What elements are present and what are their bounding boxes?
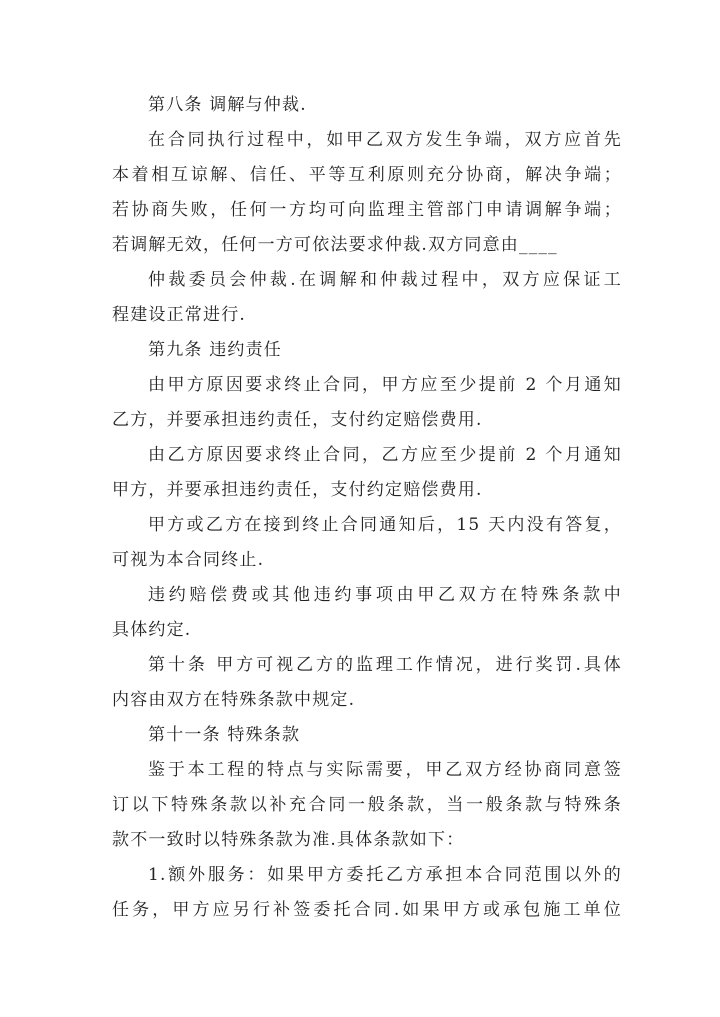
text-line: 具体约定. xyxy=(112,620,192,640)
text-line: 第九条 违约责任 xyxy=(148,340,283,360)
text-line: 仲裁委员会仲裁.在调解和仲裁过程中，双方应保证工 xyxy=(148,270,622,290)
text-line: 若协商失败，任何一方均可向监理主管部门申请调解争端； xyxy=(112,200,622,220)
text-line: 订以下特殊条款以补充合同一般条款，当一般条款与特殊条 xyxy=(112,795,622,815)
text-line: 由甲方原因要求终止合同，甲方应至少提前 2 个月通知 xyxy=(148,375,622,395)
text-line: 在合同执行过程中，如甲乙双方发生争端，双方应首先 xyxy=(148,130,622,150)
text-line: 1.额外服务：如果甲方委托乙方承担本合同范围以外的 xyxy=(148,865,622,885)
text-line: 第十条 甲方可视乙方的监理工作情况，进行奖罚.具体 xyxy=(148,655,622,675)
text-line: 第十一条 特殊条款 xyxy=(148,725,301,745)
text-line: 内容由双方在特殊条款中规定. xyxy=(112,690,356,710)
text-line: 若调解无效，任何一方可依法要求仲裁.双方同意由____ xyxy=(112,235,558,255)
text-line: 由乙方原因要求终止合同，乙方应至少提前 2 个月通知 xyxy=(148,445,622,465)
text-line: 款不一致时以特殊条款为准.具体条款如下： xyxy=(112,830,465,850)
text-line: 鉴于本工程的特点与实际需要，甲乙双方经协商同意签 xyxy=(148,760,622,780)
text-line: 第八条 调解与仲裁. xyxy=(148,95,307,115)
document-body xyxy=(112,88,622,928)
text-line: 甲方或乙方在接到终止合同通知后，15 天内没有答复， xyxy=(148,515,622,535)
text-line: 乙方，并要承担违约责任，支付约定赔偿费用. xyxy=(112,410,483,430)
text-line: 可视为本合同终止. xyxy=(112,550,265,570)
text-line: 甲方，并要承担违约责任，支付约定赔偿费用. xyxy=(112,480,483,500)
text-line: 违约赔偿费或其他违约事项由甲乙双方在特殊条款中 xyxy=(148,585,622,605)
text-line: 任务，甲方应另行补签委托合同.如果甲方或承包施工单位 xyxy=(112,900,622,920)
text-line: 本着相互谅解、信任、平等互利原则充分协商，解决争端； xyxy=(112,165,622,185)
text-line: 程建设正常进行. xyxy=(112,305,247,325)
